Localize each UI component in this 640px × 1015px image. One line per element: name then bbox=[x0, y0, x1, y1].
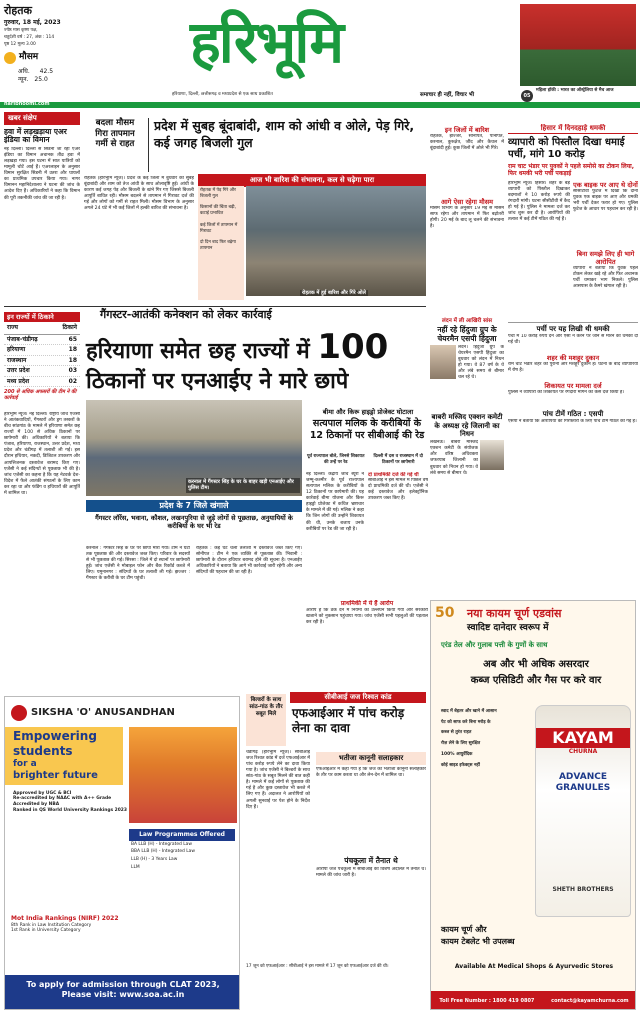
nia-subhdr: प्रदेश के 7 जिले खंगाले bbox=[86, 500, 302, 512]
soa-tagline: Empowering bbox=[13, 729, 97, 743]
kayam-tollfree[interactable]: Toll Free Number : 1800 419 0807 bbox=[439, 997, 535, 1004]
weather-alert: आज भी बारिश की संभावना, कल से चढ़ेगा पारा bbox=[198, 174, 426, 187]
soa-rank: 8th Rank in Law Institution Category bbox=[11, 922, 92, 928]
calendar-line: पृष्ठ 12 मूल्य 3.00 bbox=[4, 42, 36, 47]
kayam-product: KAYAM bbox=[536, 728, 630, 748]
box-title: पर्ची पर यह लिखी थी धमकी bbox=[508, 322, 638, 334]
divider bbox=[4, 306, 426, 307]
brief-text: रोहतक, झज्जर, सोनीपत, पानीपत, करनाल, कुरुक्षेत्र, जींद और कैथल में बूंदाबांदी हुई। कुछ जिलों में ओले भी गिरे। bbox=[430, 134, 504, 152]
kayam-line1: एरंड तेल और गुलाब पत्ती के गुणों के साथ bbox=[441, 641, 548, 649]
malik-right bbox=[368, 472, 428, 596]
brief-title: हवा में लड़खड़ाया एअर इंडिया का विमान bbox=[4, 126, 67, 145]
box-body: व्यापारी ने बताया कि युवक पहले टोकन लेकर खड़े रहे और फिर अचानक पर्ची थमाकर भाग निकले। पुलिस आसपास के कैमरे खंगाल रही है। bbox=[573, 266, 638, 290]
nia-headline-part: हरियाणा समेत छह राज्यों में bbox=[86, 339, 310, 364]
jilani-photo bbox=[480, 440, 504, 470]
soa-rank: 1st Rank in University Category bbox=[11, 928, 81, 934]
malik-deck-b: दिल्ली में दस व राजस्थान में दो ठिकानों पर छापेमारी bbox=[373, 454, 423, 465]
nia-headline-num: 100 bbox=[317, 327, 389, 367]
box-title: एक बाइक पर आए थे दोनों bbox=[573, 180, 638, 189]
kayam-bullet: कब्ज से तुरंत राहत bbox=[441, 730, 472, 736]
kicker-2: गिरा तापमान bbox=[95, 128, 135, 139]
weather-bullets bbox=[198, 186, 244, 300]
box-title: शहर की मशहूर दुकान bbox=[546, 353, 600, 362]
nia-photo-caption: करनाल में गैंगस्टर सिंह के घर के बाहर खड़ी एनआईए और पुलिस टीम। bbox=[186, 478, 300, 493]
kayam-footer-1: कायम चूर्ण और bbox=[441, 925, 487, 934]
raid-count: 18 bbox=[68, 356, 77, 364]
raid-note: 200 से अधिक अफसरों की टीम ने की कार्रवाई bbox=[4, 389, 77, 402]
kayam-bullets bbox=[441, 709, 531, 768]
soa-point: Re-accredited by NAAC with A++ Grade bbox=[13, 796, 112, 802]
kayam-bullet: 100% आयुर्वेदिक bbox=[441, 751, 473, 757]
soa-logo-icon bbox=[11, 705, 27, 721]
raid-state: हरियाणा bbox=[7, 346, 26, 354]
raid-count: 03 bbox=[68, 367, 77, 375]
soa-point: Accredited by NBA bbox=[13, 802, 60, 808]
website-bar bbox=[0, 102, 640, 108]
kayam-bullet: स्वाद में बेहतर और खाने में आसान bbox=[441, 709, 497, 714]
nia-subdeck: गैंगस्टर लॉरेंस, भवाना, कौशल, लखनपुरिया से जुड़े लोगों से पूछताछ, अनुयायियों के करीबियों के घर भी रेड bbox=[95, 514, 293, 531]
masthead bbox=[0, 0, 640, 108]
far-right-hdr: हिसार में दिनदहाड़े धमकी bbox=[508, 124, 638, 134]
brief-headline: बाबरी मस्जिद एक्शन कमेटी के अध्यक्ष रहे जिलानी का निधन bbox=[431, 413, 503, 438]
raid-state: राजस्थान bbox=[7, 356, 27, 364]
nia-body-b: रोहतक : कई घंटे चली तलाशी में दस्तावेज जब्त किए गए। सोनीपत : टीम ने एक व्यक्ति से पूछताछ की। भिवानी : छापेमारी के दौरान हथियार बरामद होने की सूचना है। एनआईए अधिकारियों ने बताया कि आगे भी कार्रवाई जारी रहेगी और अन्य संदिग्धों की पहचान की जा रही है। bbox=[196, 546, 302, 576]
kayam-bullet: रोज़ लेने के लिए सुरक्षित bbox=[441, 741, 481, 747]
hinduja-photo bbox=[430, 345, 456, 379]
far-right-column bbox=[508, 124, 638, 596]
nia-body-a: करनाल : गैंगस्टर सिंह के घर पर छापा मारा गया। टीम ने घंटों तक पूछताछ की और दस्तावेज जब्त किए। परिवार के सदस्यों से भी पूछताछ की गई। सिरसा : जिले में दो स्थानों पर छापेमारी हुई। जांच एजेंसी ने मोबाइल फोन और बैंक रिकॉर्ड कब्जे में लिए। यमुनानगर : संदिग्धों के घर तलाशी ली गई। झज्जर : गैंगस्टर के करीबी के घर टीम पहुंची। bbox=[86, 546, 190, 582]
weather-min: 25.0 bbox=[34, 75, 48, 83]
soa-point: Ranked in QS World University Rankings 2023 bbox=[13, 807, 127, 813]
raid-body: हरिभूमि न्यूज। नई दिल्ली। राष्ट्रीय जांच एजेंसी ने आतंकवादियों, गैंगस्टरों और ड्रग तस्करों के बीच सांठगांठ के मामले में हरियाणा समेत छह राज्यों में 100 से अधिक ठिकानों पर छापेमारी की। अधिकारियों ने बताया कि पंजाब, हरियाणा, राजस्थान, उत्तर प्रदेश, मध्य प्रदेश और चंडीगढ़ में तलाशी ली गई। इस दौरान हथियार, नकदी, डिजिटल उपकरण और आपत्तिजनक दस्तावेज बरामद किए गए। एजेंसी ने कई संदिग्धों से पूछताछ भी की है। जांच एजेंसी का कहना है कि यह नेटवर्क देश-विदेश में फैले आतंकी संगठनों के लिए काम कर रहा था और फंडिंग व हथियारों की आपूर्ति में शामिल था। bbox=[4, 412, 80, 496]
kayam-subtitle: स्वादिष्ट दानेदार स्वरूप में bbox=[467, 623, 549, 633]
cbi-kicker: सीबीआई जज रिश्वत कांड bbox=[290, 692, 426, 703]
raid-col-count: ठिकाने bbox=[62, 324, 77, 332]
brief-header: खबर संक्षेप bbox=[4, 112, 80, 125]
left-column bbox=[4, 112, 80, 304]
brief-body: नई दिल्ली। दिल्ली से सिडनी जा रहा एअर इंडिया का विमान अचानक तीव्र हवा में लड़खड़ा गया। इस घटना में सात यात्रियों को मामूली चोटें आई हैं। एअरलाइन के अनुसार विमान सुरक्षित सिडनी में उतरा और घायलों का प्राथमिक उपचार किया गया। नागर विमानन महानिदेशालय ने घटना की जांच के आदेश दिए हैं। अधिकारियों ने कहा कि विमान की पूरी तकनीकी जांच की जा रही है। bbox=[4, 147, 80, 201]
box-title: पांच टीमें गठित : एसपी bbox=[542, 409, 604, 418]
raid-row bbox=[4, 366, 80, 377]
nia-kicker: गैंगस्टर-आतंकी कनेक्शन को लेकर कार्रवाई bbox=[100, 308, 272, 321]
kayam-anniv: 50 bbox=[435, 605, 455, 621]
brief-text: लंदन। हिंदुजा ग्रुप के चेयरमैन एसपी हिंदुजा का बुधवार को लंदन में निधन हो गया। वे 87 वर्ष के थे और लंबे समय से बीमार चल रहे थे। bbox=[458, 345, 504, 381]
soa-ranking-hdr: Mot India Rankings (NIRF) 2022 bbox=[11, 915, 119, 922]
nia-headline-1 bbox=[86, 328, 426, 367]
promo-number: 05 bbox=[521, 90, 533, 102]
cbi-headline: एफआईआर में पांच करोड़ लेना का दावा bbox=[292, 706, 405, 735]
kayam-bullet: कोई साइड इफेक्ट्स नहीं bbox=[441, 762, 480, 768]
brief-headline: नहीं रहे हिंदुजा ग्रुप के चेयरमैन एसपी हिंदुजा bbox=[437, 325, 497, 344]
kayam-line3: कब्ज एसिडिटी और गैस पर करे वार bbox=[470, 675, 602, 686]
far-right-deck: राम चाट भंडार पर युवकों ने पहले समोसे का टोकन लिया, फिर धमकी भरी पर्ची पकड़ाई bbox=[508, 162, 635, 178]
brief-text: मौसम विभाग के अनुसार 19 मई से मौसम साफ रहेगा और तापमान में फिर बढ़ोतरी होगी। 20 मई के बाद लू चलने की संभावना है। bbox=[430, 206, 504, 230]
soa-tagline: students bbox=[13, 744, 73, 758]
soa-brand: SIKSHA 'O' ANUSANDHAN bbox=[31, 706, 175, 718]
kayam-line2: अब और भी अधिक असरदार bbox=[483, 659, 589, 670]
malik-sub1: दो प्राथमिकी दर्ज की गई थी bbox=[368, 472, 419, 478]
box-body: राम चाट भंडार शहर की पुरानी और मशहूर दुकान है। घटना के बाद व्यापारियों में रोष है। bbox=[508, 361, 638, 373]
weather-photo bbox=[246, 186, 426, 296]
edition-name: रोहतक bbox=[4, 4, 32, 17]
weather-photo-caption: रोहतक में हुई बारिश और गिरे ओले bbox=[302, 290, 366, 296]
malik-deck-a: पूर्व राज्यपाल बोले, जिनसे शिकायत की उन्हें पर रेड bbox=[307, 454, 365, 465]
sun-icon bbox=[4, 52, 16, 64]
right-briefs bbox=[430, 126, 504, 596]
raid-table-header: इन राज्यों में ठिकाने bbox=[4, 312, 80, 322]
raid-count: 18 bbox=[68, 346, 77, 354]
brief-hdr: लंदन में ली आखिरी सांस bbox=[442, 318, 492, 325]
kicker-3: गर्मी से राहत bbox=[95, 139, 135, 150]
bullet: रोहतक में पेड़ गिरे और बिजली गुल bbox=[200, 188, 236, 199]
kayam-title: नया कायम चूर्ण एडवांस bbox=[467, 607, 562, 620]
kayam-email[interactable]: contact@kayamchurna.com bbox=[551, 997, 629, 1004]
raid-col-state: राज्य bbox=[7, 324, 18, 332]
box-body: एसपी ने बताया कि आरोपियों की गिरफ्तारी के लिए पांच टीमें गठित की गई हैं। bbox=[508, 418, 637, 424]
box-body: सीसीटीवी फुटेज में दिखा कि दोनों युवक एक बाइक पर आए और धमकी भरी पर्ची देकर फरार हो गए। पुलिस फुटेज के आधार पर पहचान कर रही है। bbox=[573, 188, 638, 213]
far-right-body: हरिभूमि न्यूज। हिसार। शहर के बड़े व्यापारी को पिस्तौल दिखाकर बदमाशों ने 10 करोड़ रुपये की रंगदारी मांगी। घटना सीसीटीवी में कैद हो गई है। पुलिस ने मामला दर्ज कर जांच शुरू कर दी है। आरोपियों की तलाश में कई टीमें गठित की गई हैं। bbox=[508, 180, 570, 223]
malik-deck bbox=[306, 454, 428, 465]
weather-headline: प्रदेश में सुबह बूंदाबांदी, शाम को आंधी व ओले, पेड़ गिरे, कई जगह बिजली गुल bbox=[154, 118, 415, 150]
cbi-body: चंडीगढ़ (हरिभूमि न्यूज)। सीबीआई जज रिश्वत कांड में दर्ज एफआईआर में पांच करोड़ रुपये लेने का दावा किया गया है। जांच एजेंसी ने बिल्डरों के साथ सांठ-गांठ के सबूत मिलने की बात कही है। मामले में कई लोगों से पूछताछ की गई है और कुछ दस्तावेज भी कब्जे में लिए गए हैं। अदालत ने आरोपियों को अगली सुनवाई पर पेश होने के निर्देश दिए हैं। bbox=[246, 750, 310, 810]
cbi-box3-body: आरोपी जज पंचकूला में सीबीआई की विशेष अदालत में तैनात थे। मामले की जांच जारी है। bbox=[316, 867, 426, 879]
box-title: बिना समझे लिए ही भागे आरोपित bbox=[576, 249, 635, 266]
malik-kicker: बीमा और किरू हाइड्रो प्रोजेक्ट घोटाला bbox=[322, 408, 414, 416]
tagline: हरियाणा, दिल्ली, छत्तीसगढ़ व मध्यप्रदेश से एक साथ प्रकाशित bbox=[172, 92, 273, 97]
raid-count: 65 bbox=[68, 335, 77, 343]
soa-programme: LLM bbox=[131, 864, 140, 870]
logo: हरिभूमि bbox=[190, 8, 343, 76]
soa-point: Approved by UGC & BCI bbox=[13, 790, 72, 796]
cbi-box2-body: एफआईआर में कहा गया है कि जज का भतीजा कानूनी सलाहकार के तौर पर काम करता था और लेन-देन में शामिल था। bbox=[316, 766, 426, 778]
raid-row bbox=[4, 356, 80, 367]
malik-sub2-body: आरोप है कि ठेके देने में नियमों का उल्लंघन किया गया और सरकारी खजाने को नुकसान पहुंचाया गया। जांच एजेंसी सभी पहलुओं की पड़ताल कर रही है। bbox=[306, 607, 428, 625]
promo-photo bbox=[520, 4, 636, 86]
soa-programme: LLB (H) - 3 Years Law bbox=[131, 856, 178, 862]
brief-hdr: आगे ऐसा रहेगा मौसम bbox=[440, 198, 494, 207]
kayam-ad[interactable] bbox=[430, 600, 636, 1010]
malik-body: नई दिल्ली। केंद्रीय जांच ब्यूरो ने जम्मू-कश्मीर के पूर्व राज्यपाल सत्यपाल मलिक के करीबियों के 12 ठिकानों पर छापेमारी की। यह कार्रवाई बीमा योजना और किरू हाइड्रो प्रोजेक्ट में कथित भ्रष्टाचार के मामले में की गई। मलिक ने कहा कि जिन लोगों की उन्होंने शिकायत की थी, उनके बजाय उनके करीबियों पर रेड की जा रही है। bbox=[306, 472, 364, 532]
box-title: शिकायत पर मामला दर्ज bbox=[544, 381, 602, 390]
kicker-1: बदला मौसम bbox=[95, 118, 135, 128]
soa-cta[interactable]: To apply for admission through CLAT 2023, Please visit: www.soa.ac.in bbox=[5, 975, 240, 1010]
cbi-box2: भतीजा कानूनी सलाहकार bbox=[316, 752, 426, 765]
malik-lower bbox=[306, 600, 428, 700]
bullet: कई जिलों में तापमान में गिरावट bbox=[200, 222, 238, 234]
kayam-product-sub: CHURNA bbox=[568, 748, 598, 755]
soa-tagline: for a bbox=[13, 759, 37, 769]
weather-max: 42.5 bbox=[39, 68, 54, 75]
kayam-product-line: ADVANCE GRANULES bbox=[555, 771, 611, 793]
weather-body: रोहतक (हरिभूमि न्यूज)। प्रदेश के कई जिलों में बुधवार को सुबह बूंदाबांदी और शाम को तेज आंधी के साथ ओलावृष्टि हुई। आंधी के कारण कई जगह पेड़ और बिजली के खंभे गिर गए जिससे बिजली आपूर्ति बाधित रही। मौसम बदलने से तापमान में गिरावट दर्ज की गई और लोगों को गर्मी से राहत मिली। मौसम विभाग के अनुसार अगले 24 घंटे में भी कई जिलों में हल्की बारिश की संभावना है। bbox=[84, 176, 194, 212]
raid-state: पंजाब-चंडीगढ़ bbox=[7, 335, 38, 343]
weather-min-label: न्यून. bbox=[18, 75, 29, 83]
soa-programmes-hdr: Law Programmes Offered bbox=[129, 829, 235, 841]
weather-max-label: अधि. bbox=[18, 68, 30, 75]
cbi-footnote: 17 जून को एफआईआर : सीबीआई ने इस मामले में 17 जून को एफआईआर दर्ज की थी। bbox=[246, 964, 389, 969]
slogan: समाचार ही नहीं, विचार भी bbox=[420, 92, 475, 98]
raid-state: मध्य प्रदेश bbox=[7, 377, 30, 385]
soa-ad[interactable] bbox=[4, 696, 240, 1010]
weather-box bbox=[4, 52, 74, 98]
far-right-headline: व्यापारी को पिस्तौल दिखा धमाई पर्ची, मांगे 10 करोड़ bbox=[508, 136, 625, 160]
kayam-footer-2: कायम टेबलेट भी उपलब्ध bbox=[441, 937, 515, 946]
soa-programme: BBA LLB (H) - Integrated Law bbox=[131, 849, 195, 855]
brief-text: लखनऊ। बाबरी मस्जिद एक्शन कमेटी के संयोजक और वरिष्ठ अधिवक्ता जफरयाब जिलानी का बुधवार को निधन हो गया। वे लंबे समय से बीमार थे। bbox=[430, 440, 478, 476]
raid-row bbox=[4, 377, 80, 388]
soa-tagline: brighter future bbox=[13, 770, 98, 782]
kayam-available: Available At Medical Shops & Ayurvedic Stores bbox=[454, 963, 614, 970]
soa-programmes bbox=[129, 829, 235, 871]
malik-sub2: प्राथमिकी में ये हैं आरोप bbox=[340, 600, 394, 607]
soa-campus-photo bbox=[129, 727, 237, 823]
soa-programme: BA LLB (H) - Integrated Law bbox=[131, 841, 192, 847]
kayam-contact-bar bbox=[431, 991, 636, 1010]
weather-label: मौसम bbox=[19, 52, 39, 63]
raid-count: 02 bbox=[68, 377, 77, 385]
kayam-bullet: पेट को साफ करे बिना मरोड़ के bbox=[441, 719, 491, 725]
brief-hdr: इन जिलों में बारिश bbox=[444, 126, 490, 134]
bullet: किसानों की चिंता बढ़ी, कटाई प्रभावित bbox=[200, 205, 236, 217]
cbi-box: बिल्डरों के साथ सांठ-गांठ के तौर सबूत मिले bbox=[246, 694, 286, 746]
malik-sub1-body: सीबीआई ने इस मामले में पिछले वर्ष दो प्राथमिकी दर्ज की थी। एजेंसी ने कई दस्तावेज और इलेक्ट्रॉनिक उपकरण जब्त किए हैं। bbox=[368, 478, 428, 502]
website-url[interactable]: haribhoomi.com bbox=[4, 101, 50, 107]
kayam-maker: SHETH BROTHERS bbox=[552, 886, 614, 893]
bullet: दो दिन बाद फिर बढ़ेगा तापमान bbox=[200, 240, 236, 252]
kayam-jar bbox=[535, 705, 631, 917]
raid-state: उत्तर प्रदेश bbox=[7, 367, 30, 375]
raid-row bbox=[4, 335, 80, 346]
soa-ranking bbox=[11, 915, 233, 934]
divider bbox=[148, 118, 149, 172]
promo-text: महिला हॉकी : भारत का ऑस्ट्रेलिया से मैच आज bbox=[536, 88, 614, 93]
cbi-right bbox=[316, 752, 426, 962]
malik-headline: सत्यपाल मलिक के करीबियों के 12 ठिकानों पर सीबीआई की रेड bbox=[309, 418, 425, 441]
box-body: पुलिस ने व्यापारी की शिकायत पर रंगदारी मांगने का केस दर्ज किया है। bbox=[508, 389, 625, 395]
nia-headline-2: ठिकानों पर एनआईए ने मारे छापे bbox=[86, 369, 349, 394]
box-body: पर्ची में 10 करोड़ रुपये देने और ऐसा न करने पर जान से मारने की धमकी दी गई थी। bbox=[508, 333, 638, 345]
cbi-box3: पंचकूला में तैनात थे bbox=[344, 855, 398, 865]
calendar-line: ज्येष्ठ मास कृष्ण पक्ष, bbox=[4, 28, 38, 33]
calendar-line: चतुर्दशी वर्ष : 27, अंक : 114 bbox=[4, 35, 55, 40]
raid-table bbox=[4, 312, 80, 402]
issue-date: गुरुवार, 18 मई, 2023 bbox=[4, 19, 61, 26]
raid-row bbox=[4, 345, 80, 356]
